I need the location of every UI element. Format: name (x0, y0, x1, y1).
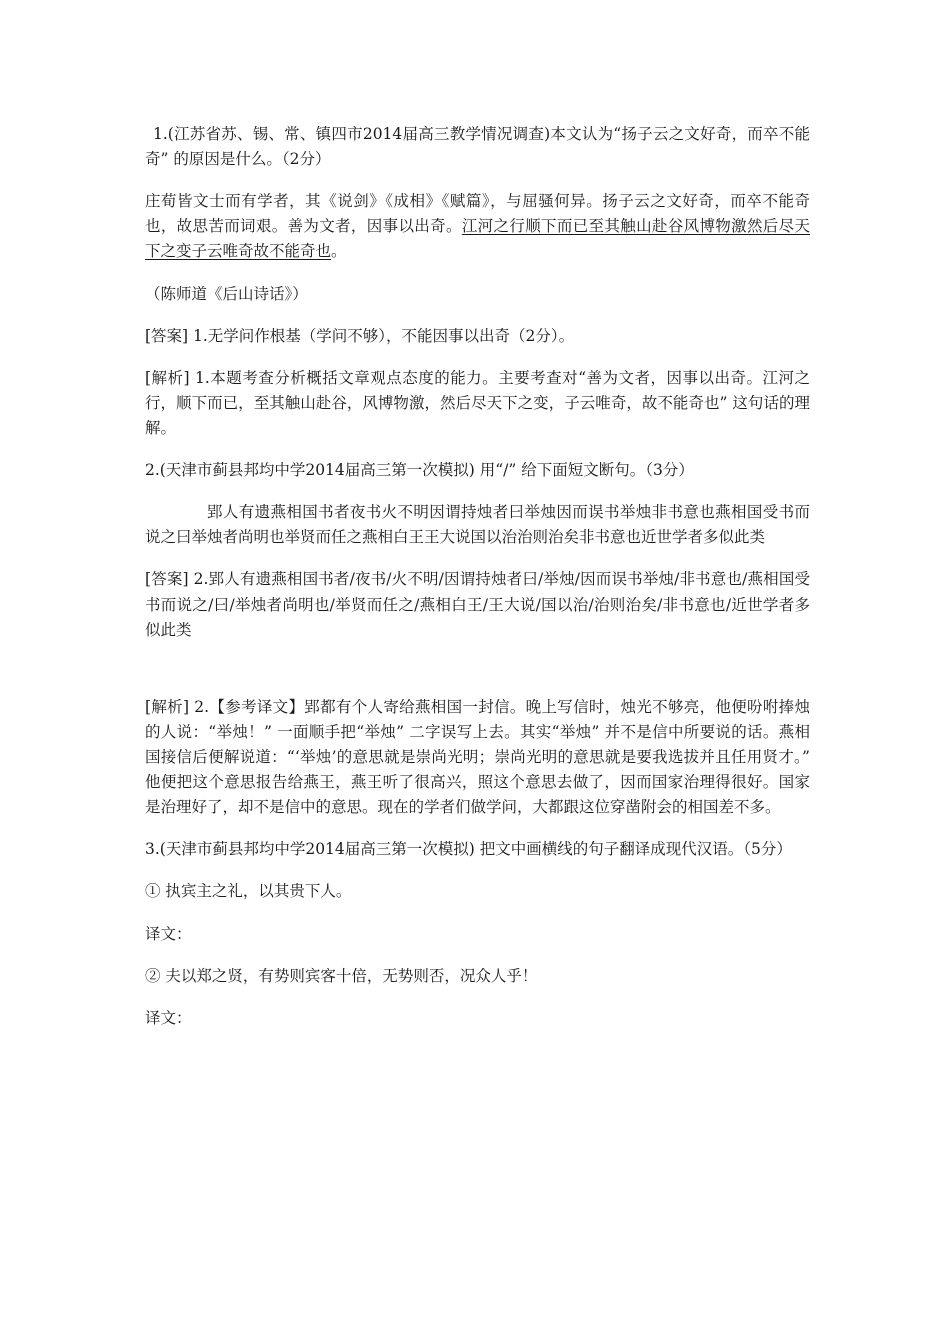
passage-2: 郢人有遗燕相国书者夜书火不明因谓持烛者曰举烛因而误书举烛非书意也燕相国受书而说之曰举烛者尚明也举贤而任之燕相白王王大说国以治治则治矣非书意也近世学者多似此类 (145, 503, 810, 547)
analysis-2: [解析] 2.【参考译文】郢都有个人寄给燕相国一封信。晚上写信时，烛光不够亮，他便吩咐捧烛的人说：“举烛！” 一面顺手把“举烛” 二字误写上去。其实“举烛” 并不是信中所要说的话。燕相国接信后便解说道：“‘举烛’的意思就是崇尚光明；崇尚光明的意思就是要我选拔并且任用贤才。” 他便把这个意思报告给燕王，燕王听了很高兴，照这个意思去做了，因而国家治理得很好。国家是治理好了，却不是信中的意思。现在的学者们做学问，大都跟这位穿凿附会的相国差不多。 (145, 697, 810, 817)
passage-1-underlined-sentence: 江河之行顺下而已至其触山赴谷风博物激然后尽天下之变子云唯奇故不能奇也 (145, 217, 810, 261)
question-3-item-2: ② 夫以郑之贤，有势则宾客十倍，无势则否，况众人乎！ (145, 966, 538, 985)
question-1: 1.(江苏省苏、锡、常、镇四市2014届高三教学情况调查)本文认为“扬子云之文好奇，而卒不能奇” 的原因是什么。（2分） (145, 125, 810, 169)
question-3-item-1: ① 执宾主之礼，以其贵下人。 (145, 882, 352, 901)
question-3: 3.(天津市蓟县邦均中学2014届高三第一次模拟) 把文中画横线的句子翻译成现代汉语。（5分） (145, 840, 792, 859)
translation-label-1: 译文： (145, 924, 192, 943)
passage-1 (145, 189, 810, 264)
answer-1: [答案] 1.无学问作根基（学问不够），不能因事以出奇（2分）。 (145, 326, 575, 345)
analysis-1: [解析] 1.本题考查分析概括文章观点态度的能力。主要考查对“善为文者，因事以出奇。江河之行，顺下而已，至其触山赴谷，风博物激，然后尽天下之变，子云唯奇，故不能奇也” 这句话的理解。 (145, 368, 810, 437)
translation-label-2: 译文： (145, 1008, 192, 1027)
answer-2: [答案] 2.郢人有遗燕相国书者/夜书/火不明/因谓持烛者曰/举烛/因而误书举烛/非书意也/燕相国受书而说之/曰/举烛者尚明也/举贤而任之/燕相白王/王大说/国以治/治则治矣/非书意也/近世学者多似此类 (145, 570, 810, 639)
passage-1-end: 。 (331, 242, 347, 261)
passage-1-source: （陈师道《后山诗话》） (145, 284, 308, 303)
passage-1-text: 庄荀皆文士而有学者，其《说剑》《成相》《赋篇》，与屈骚何异。扬子云之文好奇，而卒不能奇也，故思苦而词艰。善为文者，因事以出奇。 (145, 192, 810, 236)
document-page (145, 122, 810, 1048)
question-2: 2.(天津市蓟县邦均中学2014届高三第一次模拟) 用“/” 给下面短文断句。（3分） (145, 461, 694, 480)
